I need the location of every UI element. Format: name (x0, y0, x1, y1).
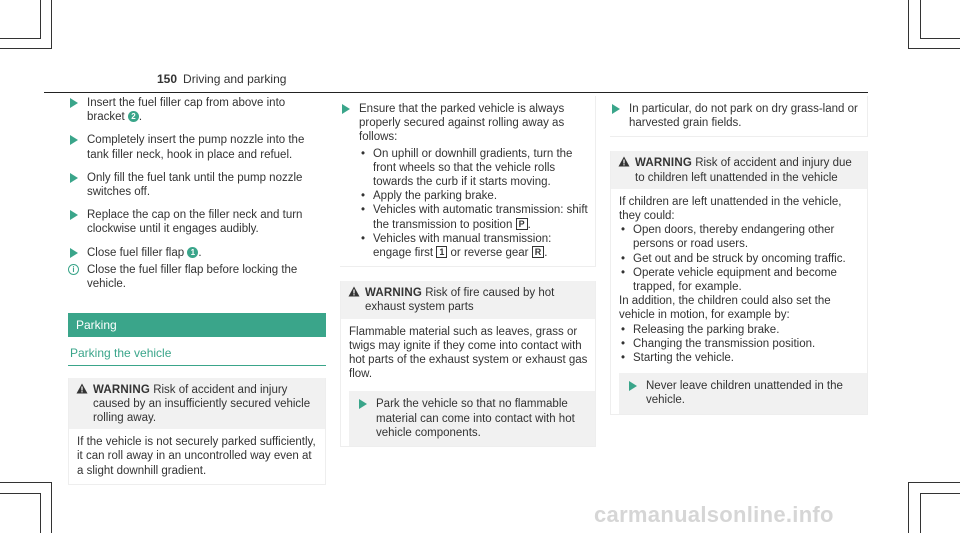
warning-header (611, 151, 867, 188)
crop-mark (51, 0, 52, 49)
step-arrow-icon (68, 134, 80, 146)
bullet-list (340, 147, 589, 261)
list-item (619, 252, 861, 266)
crop-mark (920, 493, 960, 494)
info-icon: i (68, 264, 79, 275)
crop-mark (51, 482, 52, 533)
header-rule (44, 92, 868, 93)
list-item-text: Changing the transmission position. (633, 337, 816, 350)
warning-body: If the vehicle is not securely parked sufficiently, it can roll away in an uncontrolled way even at a slight downhill gradient. (77, 436, 316, 477)
note-text: Close the fuel filler flap before locking the vehicle. (87, 263, 298, 291)
crop-mark (0, 493, 40, 494)
paragraph: If children are left unattended in the vehicle, they could: (619, 195, 842, 223)
warning-title: Risk of accident and injury due to children left unattended in the vehicle (635, 157, 852, 184)
crop-mark (0, 482, 52, 483)
step-arrow-icon (627, 380, 639, 392)
step-text: Close fuel filler flap (87, 246, 185, 259)
step-item (340, 102, 589, 145)
list-item-text: On uphill or downhill gradients, turn the front wheels so that the vehicle rolls towards the curb if it starts moving. (373, 147, 573, 189)
warning-triangle-icon (348, 286, 360, 297)
list-item (359, 147, 589, 190)
column-1 (68, 96, 326, 485)
warning-label: WARNING (93, 383, 150, 396)
list-item (619, 337, 861, 351)
step-arrow-icon (357, 398, 369, 410)
step-item (68, 133, 326, 161)
list-item (359, 203, 589, 231)
section-bar: Parking (68, 313, 326, 337)
list-item-text: Get out and be struck by oncoming traffic. (633, 252, 846, 265)
paragraph: In addition, the children could also set the vehicle in motion, for example by: (619, 295, 831, 322)
gear-key-p: P (516, 218, 528, 230)
step-text: In particular, do not park on dry grass-land or harvested grain fields. (629, 103, 858, 130)
page-header (157, 72, 286, 86)
step-item (349, 391, 595, 446)
crop-mark (920, 493, 921, 533)
list-item-text: Apply the parking brake. (373, 190, 498, 203)
crop-mark (920, 0, 921, 39)
warning-body: Flammable material such as leaves, grass or twigs may ignite if they come into contact with hot parts of the exhaust system or exhaust gas flow. (349, 325, 588, 381)
step-arrow-icon (68, 97, 80, 109)
step-arrow-icon (340, 103, 352, 115)
step-item (68, 246, 326, 260)
list-item-text: Operate vehicle equipment and become trapped, for example. (633, 266, 837, 294)
warning-title: Risk of accident and injury caused by an insufficiently secured vehicle rolling away. (93, 383, 311, 425)
step-item (610, 102, 861, 130)
crop-mark (908, 48, 960, 49)
punct: . (198, 246, 202, 259)
crop-mark (0, 48, 52, 49)
step-text: Replace the cap on the filler neck and turn clockwise until it engages audibly. (87, 209, 303, 236)
subheading: Parking the vehicle (68, 346, 326, 365)
step-text: Completely insert the pump nozzle into the tank filler neck, hook in place and refuel. (87, 134, 305, 161)
warning-body (611, 189, 867, 371)
crop-mark (0, 38, 40, 39)
column-2 (340, 96, 596, 447)
step-text: Only fill the fuel tank until the pump nozzle switches off. (87, 171, 303, 199)
step-box (340, 96, 596, 267)
crop-mark (920, 38, 960, 39)
list-item-text: Releasing the parking brake. (633, 323, 780, 336)
warning-box (340, 281, 596, 447)
step-arrow-icon (68, 209, 80, 221)
warning-header (69, 378, 325, 430)
list-item-text: or reverse gear (447, 247, 532, 260)
list-item (619, 223, 861, 251)
step-item (68, 171, 326, 199)
list-item (359, 232, 589, 260)
list-item (619, 323, 861, 337)
step-arrow-icon (68, 247, 80, 259)
list-item (619, 351, 861, 365)
warning-triangle-icon (618, 156, 630, 167)
punct: . (527, 218, 531, 231)
list-item (619, 266, 861, 294)
section-title: Driving and parking (183, 72, 287, 86)
column-3 (610, 96, 868, 415)
page-number: 150 (157, 72, 178, 86)
warning-triangle-icon (76, 383, 88, 394)
step-item (68, 208, 326, 236)
warning-title: Risk of fire caused by hot exhaust system parts (365, 287, 555, 314)
warning-header (341, 281, 595, 318)
callout-badge: 2 (128, 111, 139, 122)
watermark: carmanualsonline.info (594, 502, 834, 527)
step-item (68, 96, 326, 124)
crop-mark (908, 0, 909, 49)
warning-box (610, 151, 868, 414)
gear-key-r: R (532, 246, 545, 258)
list-item (359, 189, 589, 203)
step-arrow-icon (610, 103, 622, 115)
step-text: Never leave children unattended in the vehicle. (646, 380, 843, 407)
step-text: Insert the fuel filler cap from above into bracket (87, 97, 286, 124)
warning-label: WARNING (365, 287, 422, 300)
step-box (610, 96, 868, 137)
gear-key-1: 1 (436, 246, 447, 258)
warning-box (68, 378, 326, 485)
info-note (68, 263, 326, 291)
list-item-text: Vehicles with automatic transmission: shift the transmission to position (373, 204, 588, 231)
step-arrow-icon (68, 172, 80, 184)
crop-mark (908, 482, 960, 483)
punct: . (544, 247, 548, 260)
warning-label: WARNING (635, 157, 692, 170)
crop-mark (908, 482, 909, 533)
punct: . (138, 111, 143, 124)
step-text: Ensure that the parked vehicle is always properly secured against rolling away as follows: (359, 103, 565, 144)
callout-badge: 1 (187, 247, 198, 258)
crop-mark (40, 493, 41, 533)
list-item-text: Starting the vehicle. (633, 352, 735, 365)
list-item-text: Open doors, thereby endangering other persons or road users. (633, 224, 835, 251)
step-item (619, 373, 867, 413)
list-item-text: Vehicles with manual transmission: engage first (373, 232, 552, 260)
crop-mark (40, 0, 41, 39)
step-text: Park the vehicle so that no flammable material can come into contact with hot vehicle components. (376, 398, 575, 439)
